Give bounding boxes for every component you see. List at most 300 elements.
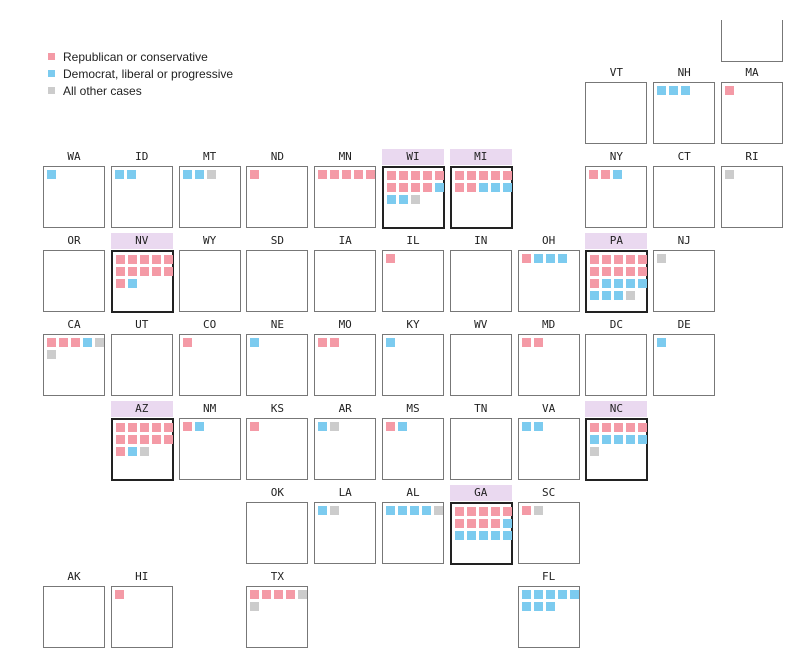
state-cells <box>654 251 714 263</box>
case-cell-d <box>657 86 666 95</box>
case-cell-r <box>491 507 500 516</box>
state-cells <box>587 252 647 300</box>
state-tile-ks <box>246 401 308 417</box>
state-cells <box>519 251 579 263</box>
state-label: ID <box>135 150 149 163</box>
state-tile-mo <box>314 317 376 333</box>
state-cells <box>247 335 307 347</box>
state-cells <box>586 83 646 86</box>
state-label: IL <box>406 234 420 247</box>
case-cell-d <box>602 279 611 288</box>
state-label: SC <box>541 486 556 499</box>
state-cells <box>112 167 172 179</box>
state-box <box>111 418 174 481</box>
case-cell-d <box>398 506 407 515</box>
state-tile-ky <box>382 317 444 333</box>
case-cell-r <box>467 183 476 192</box>
case-cell-d <box>410 506 419 515</box>
state-box <box>382 166 445 229</box>
case-cell-o <box>140 447 149 456</box>
state-label: TN <box>474 402 488 415</box>
state-label: RI <box>745 150 759 163</box>
state-cells <box>722 83 782 95</box>
state-box <box>653 82 715 144</box>
state-box <box>450 502 513 565</box>
state-cells <box>112 587 172 599</box>
state-cells <box>180 251 240 254</box>
state-tile-mn <box>314 149 376 165</box>
case-cell-r <box>250 422 259 431</box>
state-cells <box>44 587 104 590</box>
state-box <box>179 166 241 228</box>
case-cell-r <box>590 267 599 276</box>
case-cell-r <box>638 267 647 276</box>
case-cell-r <box>183 422 192 431</box>
case-cell-r <box>250 170 259 179</box>
case-cell-d <box>626 435 635 444</box>
state-box <box>653 334 715 396</box>
state-tile-nm <box>179 401 241 417</box>
case-cell-r <box>366 170 375 179</box>
state-cells <box>384 168 444 204</box>
case-cell-r <box>128 423 137 432</box>
state-label: CT <box>677 150 691 163</box>
case-cell-d <box>479 531 488 540</box>
case-cell-r <box>116 423 125 432</box>
state-box <box>111 586 173 648</box>
state-box <box>450 166 513 229</box>
state-tile-ia <box>314 233 376 249</box>
state-box <box>111 334 173 396</box>
case-cell-r <box>601 170 610 179</box>
state-tile-ar <box>314 401 376 417</box>
case-cell-d <box>183 170 192 179</box>
case-cell-o <box>250 602 259 611</box>
case-cell-r <box>638 255 647 264</box>
legend-label-republican: Republican or conservative <box>63 49 208 64</box>
state-cells <box>519 419 579 431</box>
state-cells <box>519 503 579 515</box>
state-box <box>518 586 580 648</box>
case-cell-r <box>140 267 149 276</box>
state-label: OH <box>541 234 556 247</box>
case-cell-d <box>638 279 647 288</box>
state-label: TX <box>270 570 285 583</box>
case-cell-r <box>128 435 137 444</box>
state-cells <box>315 335 375 347</box>
state-cells <box>586 167 646 179</box>
state-tile-or <box>43 233 105 249</box>
state-tile-ga <box>450 485 512 501</box>
state-cells <box>587 420 647 456</box>
case-cell-d <box>195 170 204 179</box>
state-cells <box>247 587 307 611</box>
state-tile-nh <box>653 65 715 81</box>
state-label: HI <box>135 570 149 583</box>
state-cells <box>113 420 173 456</box>
state-box <box>314 502 376 564</box>
case-cell-r <box>71 338 80 347</box>
state-label: AZ <box>111 401 173 417</box>
state-label: CA <box>67 318 81 331</box>
case-cell-r <box>330 338 339 347</box>
state-tile-ca <box>43 317 105 333</box>
state-tile-oh <box>518 233 580 249</box>
case-cell-d <box>558 254 567 263</box>
case-cell-r <box>152 255 161 264</box>
case-cell-r <box>128 255 137 264</box>
state-cells <box>44 167 104 179</box>
state-box <box>111 166 173 228</box>
case-cell-r <box>387 171 396 180</box>
case-cell-d <box>435 183 444 192</box>
state-cells <box>180 335 240 347</box>
case-cell-d <box>558 590 567 599</box>
state-cells <box>247 167 307 179</box>
case-cell-r <box>491 519 500 528</box>
case-cell-r <box>140 435 149 444</box>
case-cell-r <box>467 171 476 180</box>
case-cell-r <box>602 255 611 264</box>
state-label: AK <box>67 570 81 583</box>
state-box <box>518 334 580 396</box>
state-label: NM <box>202 402 217 415</box>
state-cells <box>315 167 375 179</box>
state-cells <box>519 587 579 611</box>
state-tile-vt <box>585 65 647 81</box>
state-tile-nc <box>585 401 647 417</box>
state-box <box>179 334 241 396</box>
state-tile-dc <box>585 317 647 333</box>
state-tile-tx <box>246 569 308 585</box>
case-cell-r <box>164 435 173 444</box>
case-cell-r <box>423 183 432 192</box>
case-cell-r <box>614 267 623 276</box>
state-box <box>518 418 580 480</box>
case-cell-d <box>638 435 647 444</box>
state-cells <box>44 335 104 359</box>
case-cell-d <box>455 531 464 540</box>
state-label: MT <box>202 150 217 163</box>
case-cell-r <box>725 86 734 95</box>
state-tile-ct <box>653 149 715 165</box>
case-cell-r <box>467 519 476 528</box>
case-cell-d <box>128 447 137 456</box>
case-cell-d <box>522 422 531 431</box>
state-box <box>246 418 308 480</box>
case-cell-d <box>522 602 531 611</box>
state-tile-il <box>382 233 444 249</box>
case-cell-d <box>613 170 622 179</box>
case-cell-d <box>386 338 395 347</box>
state-box <box>314 334 376 396</box>
case-cell-r <box>626 423 635 432</box>
state-box <box>450 418 512 480</box>
state-label: WA <box>67 150 81 163</box>
case-cell-r <box>626 267 635 276</box>
state-tile-ms <box>382 401 444 417</box>
legend-label-other: All other cases <box>63 83 142 98</box>
case-cell-r <box>59 338 68 347</box>
state-box <box>246 250 308 312</box>
case-cell-d <box>398 422 407 431</box>
state-tile-wa <box>43 149 105 165</box>
case-cell-d <box>503 531 512 540</box>
case-cell-r <box>386 422 395 431</box>
state-cells <box>451 335 511 338</box>
case-cell-r <box>503 171 512 180</box>
case-cell-d <box>626 279 635 288</box>
state-cells <box>586 335 646 338</box>
state-cells <box>112 335 172 338</box>
state-cells <box>654 83 714 95</box>
case-cell-d <box>115 170 124 179</box>
state-label: KS <box>270 402 285 415</box>
case-cell-r <box>164 267 173 276</box>
state-box <box>246 334 308 396</box>
case-cell-d <box>422 506 431 515</box>
state-label: NJ <box>677 234 691 247</box>
state-label: IA <box>338 234 352 247</box>
case-cell-r <box>455 183 464 192</box>
state-box <box>585 166 647 228</box>
case-cell-d <box>399 195 408 204</box>
case-cell-o <box>47 350 56 359</box>
state-box <box>721 82 783 144</box>
state-label: NY <box>609 150 624 163</box>
case-cell-d <box>590 291 599 300</box>
case-cell-r <box>183 338 192 347</box>
state-tile-wi <box>382 149 444 165</box>
state-label: MN <box>338 150 352 163</box>
state-cells <box>654 335 714 347</box>
state-tile-nv <box>111 233 173 249</box>
case-cell-r <box>386 254 395 263</box>
case-cell-r <box>491 171 500 180</box>
case-cell-r <box>152 423 161 432</box>
case-cell-r <box>522 254 531 263</box>
case-cell-o <box>434 506 443 515</box>
case-cell-d <box>546 602 555 611</box>
state-cells <box>452 504 512 540</box>
case-cell-r <box>342 170 351 179</box>
case-cell-r <box>286 590 295 599</box>
case-cell-r <box>479 507 488 516</box>
case-cell-r <box>152 267 161 276</box>
state-cells <box>383 419 443 431</box>
case-cell-r <box>164 255 173 264</box>
case-cell-r <box>274 590 283 599</box>
case-cell-d <box>83 338 92 347</box>
case-cell-d <box>387 195 396 204</box>
state-tile-sc <box>518 485 580 501</box>
state-box <box>43 166 105 228</box>
case-cell-r <box>503 507 512 516</box>
state-label: MS <box>406 402 420 415</box>
state-label: NC <box>585 401 647 417</box>
case-cell-o <box>590 447 599 456</box>
case-cell-d <box>195 422 204 431</box>
case-cell-r <box>116 255 125 264</box>
state-tile-wy <box>179 233 241 249</box>
state-tile-va <box>518 401 580 417</box>
state-label: OK <box>270 486 285 499</box>
state-cells <box>383 335 443 347</box>
case-cell-o <box>207 170 216 179</box>
state-tile-hi <box>111 569 173 585</box>
case-cell-d <box>546 254 555 263</box>
state-box <box>111 250 174 313</box>
case-cell-r <box>399 171 408 180</box>
state-label: MA <box>745 66 759 79</box>
state-label: VA <box>541 402 556 415</box>
state-box <box>179 250 241 312</box>
state-tile-la <box>314 485 376 501</box>
state-tile-mi <box>450 149 512 165</box>
case-cell-r <box>140 255 149 264</box>
state-label: NE <box>270 318 285 331</box>
case-cell-r <box>140 423 149 432</box>
case-cell-r <box>455 171 464 180</box>
state-label: NV <box>111 233 173 249</box>
state-label: WY <box>202 234 217 247</box>
state-label: IN <box>474 234 488 247</box>
case-cell-d <box>503 519 512 528</box>
state-label: CO <box>202 318 217 331</box>
case-cell-o <box>330 506 339 515</box>
state-tile-al <box>382 485 444 501</box>
case-cell-d <box>614 435 623 444</box>
state-box <box>314 418 376 480</box>
state-cells <box>247 503 307 506</box>
state-cells <box>654 167 714 170</box>
case-cell-r <box>614 255 623 264</box>
case-cell-r <box>614 423 623 432</box>
state-cells <box>247 251 307 254</box>
state-cells <box>452 168 512 192</box>
state-cells <box>180 419 240 431</box>
state-box <box>179 418 241 480</box>
case-cell-r <box>116 447 125 456</box>
case-cell-d <box>602 291 611 300</box>
legend-label-democrat: Democrat, liberal or progressive <box>63 66 234 81</box>
case-cell-d <box>602 435 611 444</box>
case-cell-d <box>546 590 555 599</box>
state-tile-de <box>653 317 715 333</box>
state-label: GA <box>450 485 512 501</box>
state-box <box>246 586 308 648</box>
state-box <box>43 586 105 648</box>
case-cell-r <box>152 435 161 444</box>
case-cell-r <box>318 338 327 347</box>
case-cell-r <box>589 170 598 179</box>
case-cell-r <box>47 338 56 347</box>
case-cell-r <box>116 279 125 288</box>
case-cell-r <box>330 170 339 179</box>
case-cell-d <box>590 435 599 444</box>
case-cell-r <box>602 423 611 432</box>
case-cell-r <box>411 183 420 192</box>
case-cell-o <box>330 422 339 431</box>
case-cell-r <box>164 423 173 432</box>
case-cell-d <box>128 279 137 288</box>
state-label: MD <box>541 318 556 331</box>
state-cells <box>113 252 173 288</box>
state-cells <box>519 335 579 347</box>
case-cell-d <box>127 170 136 179</box>
case-cell-o <box>534 506 543 515</box>
state-tile-ma <box>721 65 783 81</box>
case-cell-d <box>522 590 531 599</box>
state-tile-ak <box>43 569 105 585</box>
state-label: LA <box>338 486 352 499</box>
state-label: MI <box>450 149 512 165</box>
case-cell-d <box>570 590 579 599</box>
state-label: SD <box>270 234 285 247</box>
state-box <box>653 250 715 312</box>
state-tile-fl <box>518 569 580 585</box>
state-label: NH <box>677 66 691 79</box>
state-box <box>246 166 308 228</box>
case-cell-r <box>354 170 363 179</box>
case-cell-d <box>491 531 500 540</box>
case-cell-r <box>590 423 599 432</box>
state-label: MO <box>338 318 352 331</box>
case-cell-d <box>250 338 259 347</box>
state-cells <box>722 167 782 179</box>
case-cell-r <box>455 507 464 516</box>
state-label: ND <box>270 150 285 163</box>
state-label: AL <box>406 486 420 499</box>
case-cell-d <box>534 254 543 263</box>
state-label: UT <box>135 318 149 331</box>
state-tile-sd <box>246 233 308 249</box>
state-box <box>653 166 715 228</box>
state-cells <box>315 251 375 254</box>
case-cell-d <box>534 602 543 611</box>
case-cell-r <box>590 255 599 264</box>
case-cell-o <box>725 170 734 179</box>
case-cell-d <box>47 170 56 179</box>
state-tile-md <box>518 317 580 333</box>
case-cell-o <box>411 195 420 204</box>
state-tile-in <box>450 233 512 249</box>
case-cell-r <box>455 519 464 528</box>
case-cell-r <box>262 590 271 599</box>
state-label: VT <box>609 66 624 79</box>
case-cell-d <box>491 183 500 192</box>
state-tile-mt <box>179 149 241 165</box>
case-cell-r <box>318 170 327 179</box>
state-label: PA <box>585 233 647 249</box>
state-box <box>450 250 512 312</box>
case-cell-r <box>128 267 137 276</box>
case-cell-o <box>95 338 104 347</box>
state-box <box>314 166 376 228</box>
case-cell-d <box>318 422 327 431</box>
state-cells <box>383 503 443 515</box>
state-label: OR <box>67 234 81 247</box>
case-cell-d <box>318 506 327 515</box>
case-cell-r <box>250 590 259 599</box>
case-cell-d <box>614 291 623 300</box>
case-cell-r <box>387 183 396 192</box>
case-cell-o <box>298 590 307 599</box>
case-cell-r <box>116 267 125 276</box>
state-cells <box>451 251 511 254</box>
state-box <box>721 166 783 228</box>
case-cell-d <box>534 422 543 431</box>
